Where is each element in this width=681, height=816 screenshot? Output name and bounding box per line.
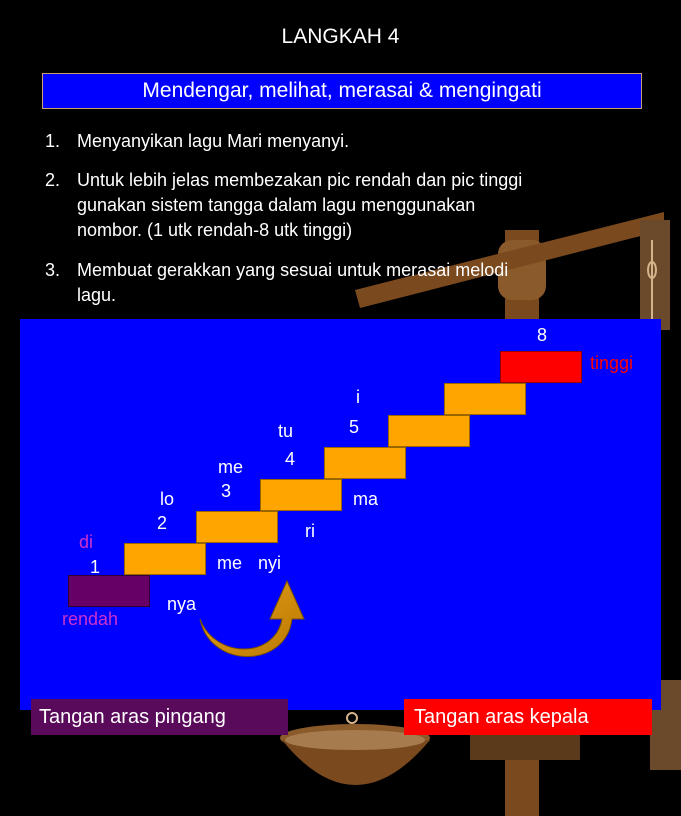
list-number: 3. [45, 260, 61, 280]
syllable: me [218, 457, 244, 477]
step-5 [324, 447, 406, 479]
waist-level-label: Tangan aras pingang [31, 699, 288, 735]
syllable: i [356, 387, 360, 407]
list-line: gunakan sistem tangga dalam lagu menggunakan [77, 195, 476, 215]
list-line: Menyanyikan lagu Mari menyanyi. [77, 131, 350, 151]
syllable: di [79, 532, 94, 552]
syllable: nya [167, 594, 197, 614]
list-line: lagu. [77, 285, 117, 305]
syllable: lo [160, 489, 175, 509]
syllable: me [217, 553, 243, 573]
curved-arrow-icon [190, 569, 310, 659]
step-8-high [500, 351, 582, 383]
step-7 [444, 383, 526, 415]
list-item [45, 129, 657, 154]
list-number: 2. [45, 170, 61, 190]
list-line: nombor. (1 utk rendah-8 utk tinggi) [77, 220, 353, 240]
step-3 [196, 511, 278, 543]
subtitle-banner: Mendengar, melihat, merasai & mengingati [42, 73, 642, 109]
high-label: tinggi [590, 353, 634, 373]
syllable: tu [278, 421, 294, 441]
note-number: 3 [221, 481, 232, 501]
list-item [45, 168, 657, 243]
head-level-label: Tangan aras kepala [404, 699, 652, 735]
list-item [45, 258, 657, 308]
syllable: ma [353, 489, 379, 509]
step-1-low [68, 575, 150, 607]
step-6 [388, 415, 470, 447]
note-number: 2 [157, 513, 168, 533]
syllable: ri [305, 521, 315, 541]
syllable: nyi [258, 553, 282, 573]
list-number: 1. [45, 131, 61, 151]
note-number: 5 [349, 417, 360, 437]
staircase-panel [20, 319, 661, 710]
page-title: LANGKAH 4 [281, 25, 400, 48]
low-label: rendah [62, 609, 119, 629]
note-number: 1 [90, 557, 101, 577]
step-4 [260, 479, 342, 511]
list-line: Untuk lebih jelas membezakan pic rendah dan pic tinggi [77, 170, 523, 190]
note-number: 8 [537, 325, 548, 345]
note-number: 4 [285, 449, 296, 469]
list-line: Membuat gerakkan yang sesuai untuk merasai melodi [77, 260, 509, 280]
